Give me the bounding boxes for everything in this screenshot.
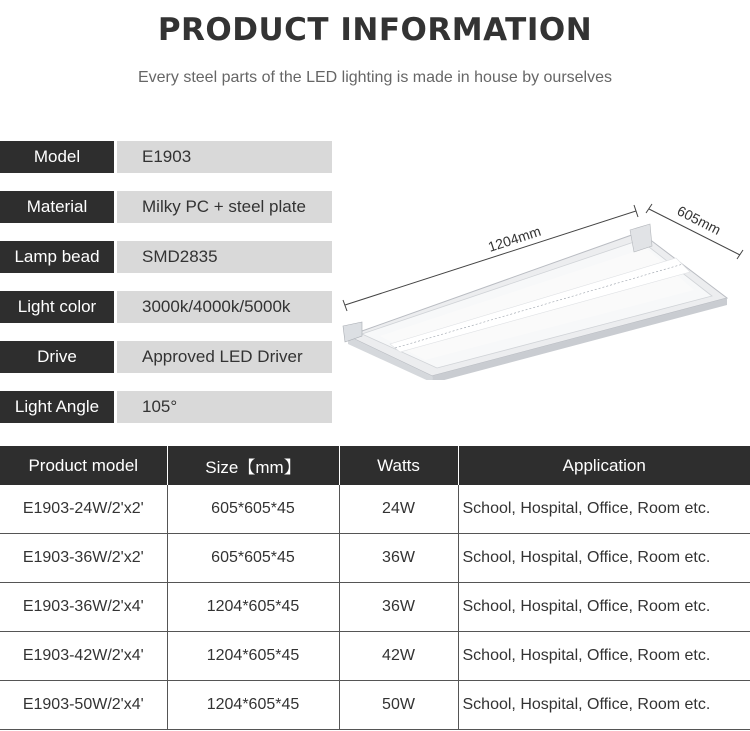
spec-row-model [0,141,332,173]
spec-label: Model [0,141,114,173]
width-label: 605mm [674,202,724,238]
table-row [0,632,750,681]
table-row [0,485,750,534]
cell-application: School, Hospital, Office, Room etc. [458,583,750,632]
cell-watts: 24W [339,485,458,534]
table-row [0,583,750,632]
cell-size: 605*605*45 [167,485,339,534]
cell-application: School, Hospital, Office, Room etc. [458,632,750,681]
length-label: 1204mm [485,222,543,255]
spec-label: Light color [0,291,114,323]
column-header: Application [458,446,750,485]
spec-label: Material [0,191,114,223]
cell-application: School, Hospital, Office, Room etc. [458,681,750,730]
spec-label: Light Angle [0,391,114,423]
cell-model: E1903-50W/2'x4' [0,681,167,730]
cell-watts: 42W [339,632,458,681]
page-subtitle: Every steel parts of the LED lighting is made in house by ourselves [137,69,613,86]
spec-row-material [0,191,332,223]
spec-value: Milky PC + steel plate [117,191,332,223]
spec-row-lamp-bead [0,241,332,273]
table-row [0,534,750,583]
cell-watts: 36W [339,534,458,583]
column-header: Watts [339,446,458,485]
table-header-row [0,446,750,485]
cell-size: 605*605*45 [167,534,339,583]
spec-label: Drive [0,341,114,373]
spec-value: 105° [117,391,332,423]
cell-model: E1903-36W/2'x2' [0,534,167,583]
troffer-fixture [343,224,727,380]
cell-application: School, Hospital, Office, Room etc. [458,485,750,534]
table-row [0,681,750,730]
cell-model: E1903-42W/2'x4' [0,632,167,681]
cell-size: 1204*605*45 [167,632,339,681]
cell-model: E1903-24W/2'x2' [0,485,167,534]
spec-label: Lamp bead [0,241,114,273]
cell-watts: 36W [339,583,458,632]
cell-size: 1204*605*45 [167,681,339,730]
spec-row-drive [0,341,332,373]
column-header: Product model [0,446,167,485]
product-image [338,190,750,380]
spec-row-light-color [0,291,332,323]
column-header: Size【mm】 [167,446,339,485]
page-title: PRODUCT INFORMATION [157,12,593,48]
spec-value: Approved LED Driver [117,341,332,373]
spec-value: SMD2835 [117,241,332,273]
cell-application: School, Hospital, Office, Room etc. [458,534,750,583]
spec-value: E1903 [117,141,332,173]
spec-row-light-angle [0,391,332,423]
cell-model: E1903-36W/2'x4' [0,583,167,632]
product-table [0,446,750,730]
spec-value: 3000k/4000k/5000k [117,291,332,323]
cell-size: 1204*605*45 [167,583,339,632]
cell-watts: 50W [339,681,458,730]
